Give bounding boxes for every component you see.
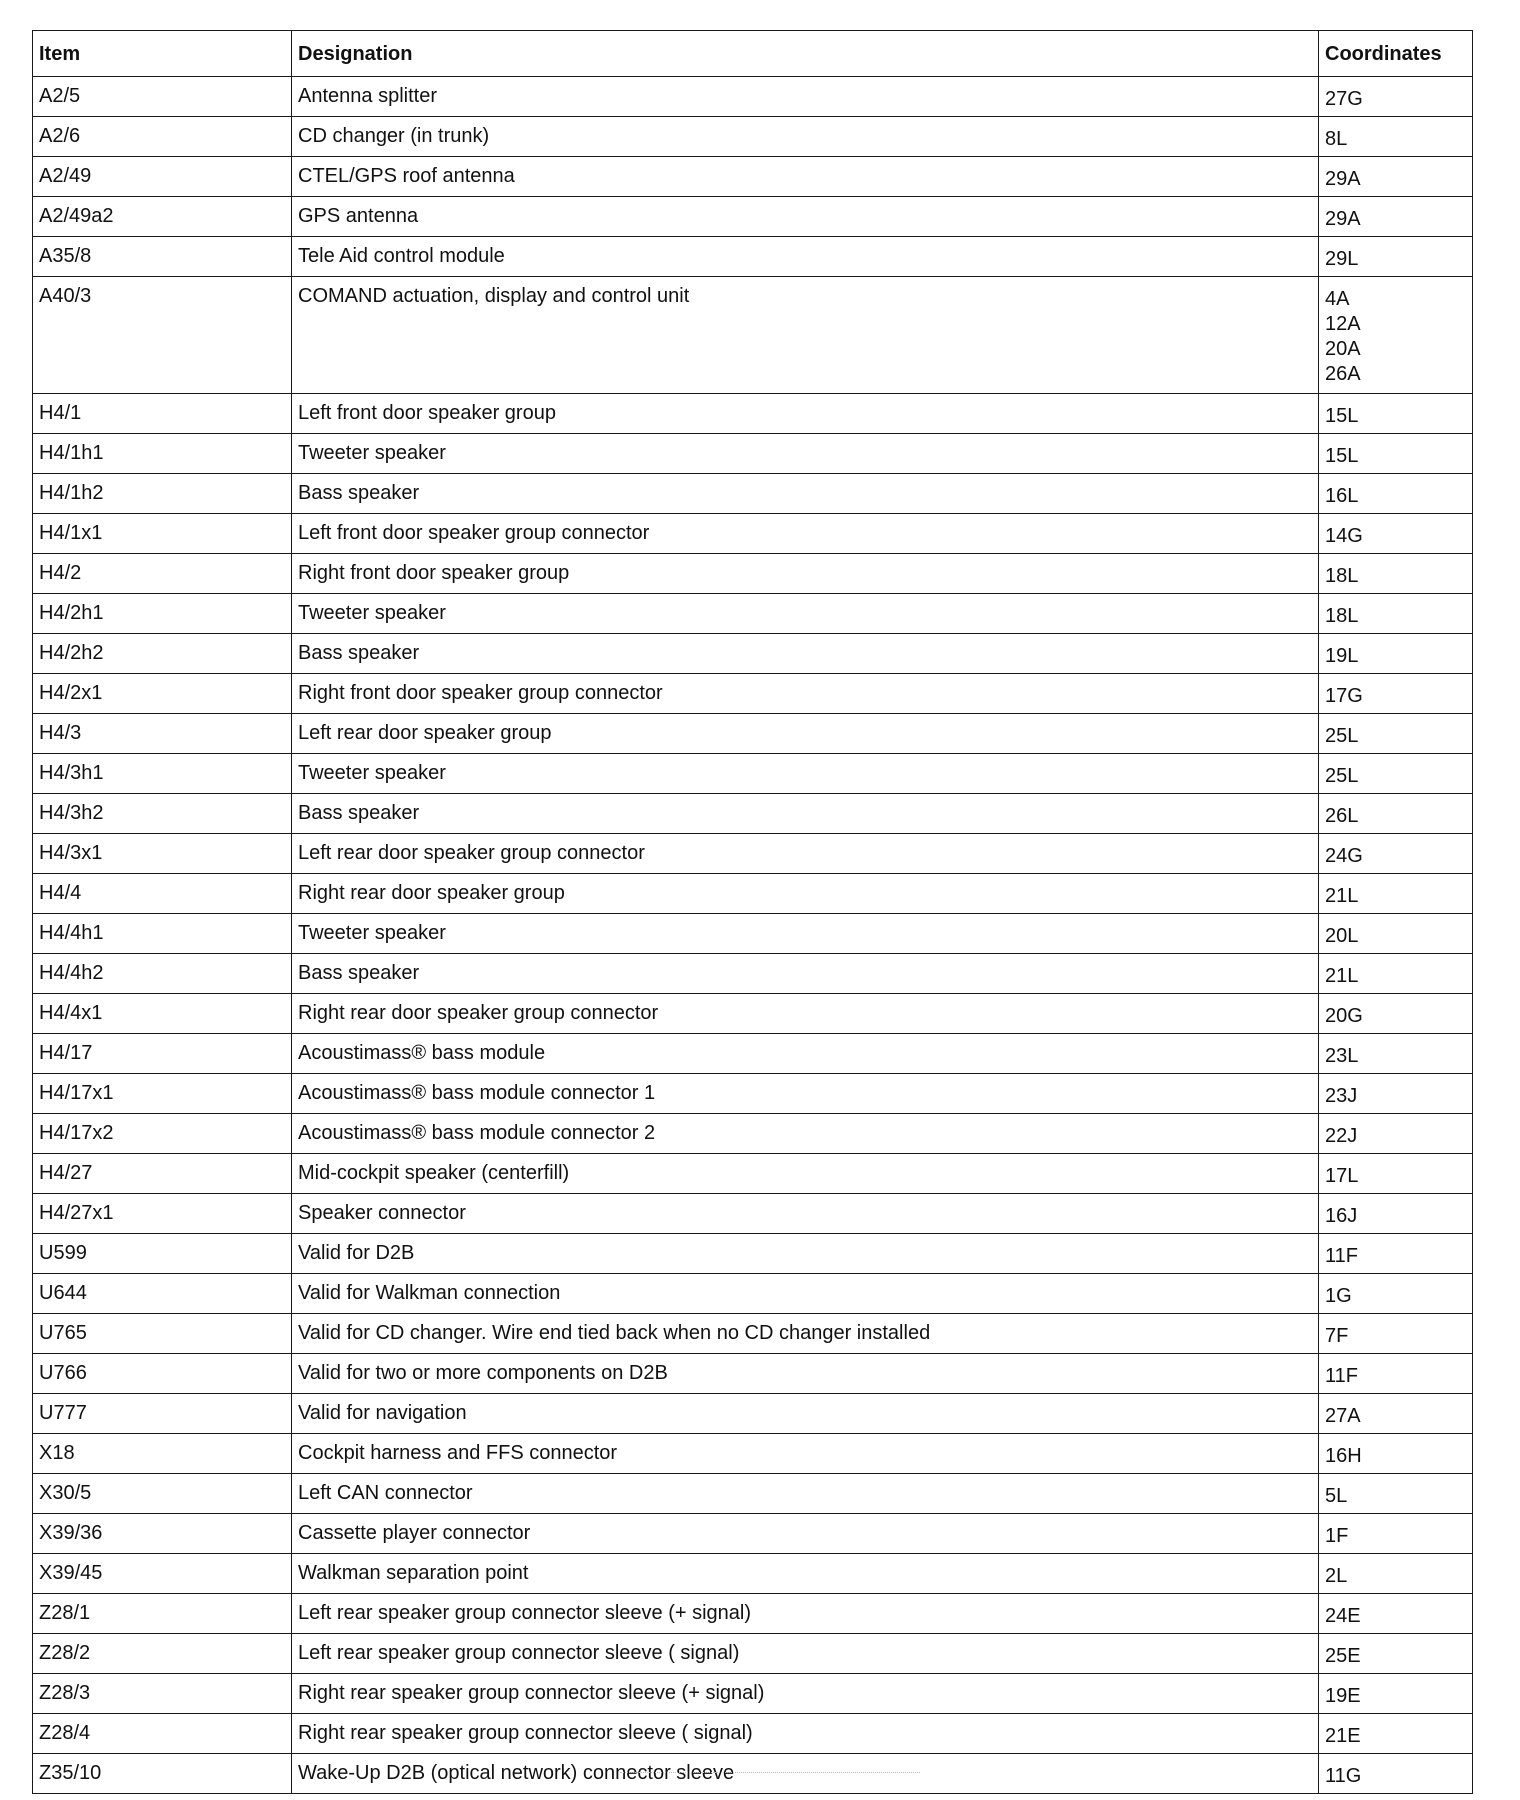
coordinate-value: 23L — [1325, 1045, 1359, 1067]
coordinate-value: 7F — [1325, 1325, 1349, 1347]
item-cell: A2/6 — [33, 117, 292, 157]
coordinate-value: 20A — [1325, 338, 1361, 360]
designation-cell: Cassette player connector — [292, 1514, 1319, 1554]
coordinate-value: 21L — [1325, 885, 1359, 907]
coordinate-value: 2L — [1325, 1565, 1348, 1587]
item-cell: H4/4 — [33, 874, 292, 914]
coordinate-value: 29L — [1325, 248, 1359, 270]
table-row — [33, 594, 1473, 634]
table-header-row — [33, 31, 1473, 77]
designation-cell: CD changer (in trunk) — [292, 117, 1319, 157]
designation-cell: Left front door speaker group connector — [292, 514, 1319, 554]
item-cell: X39/45 — [33, 1554, 292, 1594]
coordinate-value: 18L — [1325, 605, 1359, 627]
designation-cell: Walkman separation point — [292, 1554, 1319, 1594]
item-cell: H4/27x1 — [33, 1194, 292, 1234]
coordinates-cell — [1319, 1754, 1473, 1794]
coordinates-cell — [1319, 554, 1473, 594]
coordinates-cell — [1319, 794, 1473, 834]
coordinates-cell — [1319, 834, 1473, 874]
coordinates-cell — [1319, 117, 1473, 157]
table-row — [33, 1594, 1473, 1634]
coordinate-value: 21L — [1325, 965, 1359, 987]
coordinates-cell — [1319, 237, 1473, 277]
table-row — [33, 994, 1473, 1034]
coordinates-cell — [1319, 634, 1473, 674]
coordinates-cell — [1319, 1434, 1473, 1474]
table-row — [33, 794, 1473, 834]
table-row — [33, 1274, 1473, 1314]
item-cell: H4/1x1 — [33, 514, 292, 554]
coordinates-cell — [1319, 1234, 1473, 1274]
designation-cell: Bass speaker — [292, 474, 1319, 514]
item-cell: U765 — [33, 1314, 292, 1354]
table-body — [33, 77, 1473, 1794]
designation-cell: Right front door speaker group connector — [292, 674, 1319, 714]
item-cell: A2/49 — [33, 157, 292, 197]
coordinates-cell — [1319, 1034, 1473, 1074]
column-header-coordinates: Coordinates — [1319, 31, 1473, 77]
coordinate-value: 5L — [1325, 1485, 1348, 1507]
designation-cell: Wake-Up D2B (optical network) connector sleeve — [292, 1754, 1319, 1794]
coordinate-value: 27A — [1325, 1405, 1361, 1427]
item-cell: H4/2h2 — [33, 634, 292, 674]
designation-cell: Left rear speaker group connector sleeve ( signal) — [292, 1634, 1319, 1674]
item-cell: Z35/10 — [33, 1754, 292, 1794]
table-row — [33, 1474, 1473, 1514]
item-cell: U777 — [33, 1394, 292, 1434]
designation-cell: Antenna splitter — [292, 77, 1319, 117]
item-cell: H4/3x1 — [33, 834, 292, 874]
designation-cell: Tweeter speaker — [292, 594, 1319, 634]
table-row — [33, 237, 1473, 277]
coordinates-cell — [1319, 954, 1473, 994]
designation-cell: Tweeter speaker — [292, 754, 1319, 794]
coordinate-value: 11G — [1325, 1765, 1362, 1787]
item-cell: U644 — [33, 1274, 292, 1314]
coordinates-cell — [1319, 1474, 1473, 1514]
item-cell: Z28/1 — [33, 1594, 292, 1634]
designation-cell: Right rear door speaker group connector — [292, 994, 1319, 1034]
component-legend-table — [32, 30, 1473, 1794]
designation-cell: Speaker connector — [292, 1194, 1319, 1234]
designation-cell: Bass speaker — [292, 954, 1319, 994]
coordinates-cell — [1319, 914, 1473, 954]
designation-cell: Valid for D2B — [292, 1234, 1319, 1274]
table-row — [33, 1554, 1473, 1594]
scan-artifact-divider — [620, 1772, 920, 1775]
coordinates-cell — [1319, 754, 1473, 794]
item-cell: H4/4h2 — [33, 954, 292, 994]
coordinate-value: 19E — [1325, 1685, 1361, 1707]
table-row — [33, 117, 1473, 157]
item-cell: H4/4x1 — [33, 994, 292, 1034]
coordinates-cell — [1319, 714, 1473, 754]
coordinates-cell — [1319, 1554, 1473, 1594]
designation-cell: Left rear door speaker group — [292, 714, 1319, 754]
coordinates-cell — [1319, 1394, 1473, 1434]
item-cell: Z28/4 — [33, 1714, 292, 1754]
coordinates-cell — [1319, 1634, 1473, 1674]
coordinate-value: 12A — [1325, 313, 1361, 335]
item-cell: X39/36 — [33, 1514, 292, 1554]
item-cell: U599 — [33, 1234, 292, 1274]
table-row — [33, 954, 1473, 994]
item-cell: H4/2h1 — [33, 594, 292, 634]
column-header-designation: Designation — [292, 31, 1319, 77]
table-row — [33, 514, 1473, 554]
coordinate-value: 15L — [1325, 445, 1359, 467]
column-header-item: Item — [33, 31, 292, 77]
coordinate-value: 1F — [1325, 1525, 1349, 1547]
designation-cell: Tweeter speaker — [292, 434, 1319, 474]
table-row — [33, 1394, 1473, 1434]
table-row — [33, 874, 1473, 914]
table-row — [33, 1634, 1473, 1674]
coordinate-value: 4A — [1325, 288, 1350, 310]
coordinates-cell — [1319, 1314, 1473, 1354]
coordinates-cell — [1319, 874, 1473, 914]
coordinate-value: 21E — [1325, 1725, 1361, 1747]
item-cell: H4/1 — [33, 394, 292, 434]
coordinate-value: 26A — [1325, 363, 1361, 385]
item-cell: H4/2x1 — [33, 674, 292, 714]
coordinates-cell — [1319, 1674, 1473, 1714]
coordinate-value: 25L — [1325, 765, 1359, 787]
table-row — [33, 834, 1473, 874]
table-row — [33, 474, 1473, 514]
designation-cell: Tweeter speaker — [292, 914, 1319, 954]
coordinate-value: 20L — [1325, 925, 1359, 947]
coordinate-value: 25E — [1325, 1645, 1361, 1667]
coordinate-value: 26L — [1325, 805, 1359, 827]
designation-cell: Left CAN connector — [292, 1474, 1319, 1514]
designation-cell: Valid for two or more components on D2B — [292, 1354, 1319, 1394]
table-row — [33, 714, 1473, 754]
item-cell: H4/1h1 — [33, 434, 292, 474]
coordinate-value: 19L — [1325, 645, 1359, 667]
designation-cell: COMAND actuation, display and control unit — [292, 277, 1319, 394]
item-cell: Z28/3 — [33, 1674, 292, 1714]
designation-cell: Acoustimass® bass module — [292, 1034, 1319, 1074]
coordinates-cell — [1319, 394, 1473, 434]
designation-cell: Valid for Walkman connection — [292, 1274, 1319, 1314]
designation-cell: Left rear speaker group connector sleeve (+ signal) — [292, 1594, 1319, 1634]
table-row — [33, 1314, 1473, 1354]
table-row — [33, 754, 1473, 794]
table-row — [33, 1674, 1473, 1714]
coordinate-value: 29A — [1325, 168, 1361, 190]
item-cell: H4/17 — [33, 1034, 292, 1074]
item-cell: X18 — [33, 1434, 292, 1474]
coordinate-value: 8L — [1325, 128, 1348, 150]
coordinate-value: 17G — [1325, 685, 1363, 707]
coordinate-value: 16L — [1325, 485, 1359, 507]
item-cell: H4/17x1 — [33, 1074, 292, 1114]
table-row — [33, 157, 1473, 197]
designation-cell: Cockpit harness and FFS connector — [292, 1434, 1319, 1474]
designation-cell: Right rear door speaker group — [292, 874, 1319, 914]
coordinates-cell — [1319, 1074, 1473, 1114]
coordinate-value: 18L — [1325, 565, 1359, 587]
table-row — [33, 1034, 1473, 1074]
designation-cell: Acoustimass® bass module connector 1 — [292, 1074, 1319, 1114]
item-cell: A35/8 — [33, 237, 292, 277]
item-cell: H4/17x2 — [33, 1114, 292, 1154]
coordinates-cell — [1319, 1194, 1473, 1234]
table-row — [33, 634, 1473, 674]
designation-cell: Right rear speaker group connector sleeve ( signal) — [292, 1714, 1319, 1754]
coordinate-value: 20G — [1325, 1005, 1363, 1027]
item-cell: H4/3 — [33, 714, 292, 754]
coordinates-cell — [1319, 1154, 1473, 1194]
item-cell: X30/5 — [33, 1474, 292, 1514]
coordinates-cell — [1319, 1514, 1473, 1554]
table-row — [33, 77, 1473, 117]
coordinates-cell — [1319, 157, 1473, 197]
table-row — [33, 914, 1473, 954]
coordinate-value: 11F — [1325, 1245, 1358, 1267]
table-row — [33, 1194, 1473, 1234]
table-row — [33, 1234, 1473, 1274]
designation-cell: CTEL/GPS roof antenna — [292, 157, 1319, 197]
coordinates-cell — [1319, 1274, 1473, 1314]
coordinates-cell — [1319, 474, 1473, 514]
table-row — [33, 1354, 1473, 1394]
designation-cell: Right front door speaker group — [292, 554, 1319, 594]
table-row — [33, 1114, 1473, 1154]
coordinate-value: 1G — [1325, 1285, 1352, 1307]
coordinates-cell — [1319, 674, 1473, 714]
item-cell: H4/4h1 — [33, 914, 292, 954]
table-row — [33, 394, 1473, 434]
item-cell: A2/49a2 — [33, 197, 292, 237]
table-row — [33, 554, 1473, 594]
designation-cell: GPS antenna — [292, 197, 1319, 237]
coordinate-value: 15L — [1325, 405, 1359, 427]
coordinate-value: 14G — [1325, 525, 1363, 547]
item-cell: H4/27 — [33, 1154, 292, 1194]
item-cell: A40/3 — [33, 277, 292, 394]
item-cell: H4/1h2 — [33, 474, 292, 514]
coordinates-cell — [1319, 514, 1473, 554]
designation-cell: Bass speaker — [292, 634, 1319, 674]
coordinates-cell — [1319, 1354, 1473, 1394]
coordinates-cell — [1319, 1114, 1473, 1154]
coordinates-cell — [1319, 1714, 1473, 1754]
designation-cell: Left rear door speaker group connector — [292, 834, 1319, 874]
table-row — [33, 1074, 1473, 1114]
coordinate-value: 24G — [1325, 845, 1363, 867]
coordinate-value: 16J — [1325, 1205, 1358, 1227]
table-row — [33, 434, 1473, 474]
coordinates-cell — [1319, 994, 1473, 1034]
coordinate-value: 17L — [1325, 1165, 1359, 1187]
table-row — [33, 277, 1473, 394]
table-row — [33, 674, 1473, 714]
component-legend-sheet — [32, 30, 1472, 1794]
coordinate-value: 29A — [1325, 208, 1361, 230]
coordinate-value: 11F — [1325, 1365, 1358, 1387]
item-cell: Z28/2 — [33, 1634, 292, 1674]
coordinate-value: 25L — [1325, 725, 1359, 747]
coordinates-cell — [1319, 77, 1473, 117]
coordinate-value: 22J — [1325, 1125, 1358, 1147]
designation-cell: Bass speaker — [292, 794, 1319, 834]
item-cell: U766 — [33, 1354, 292, 1394]
table-row — [33, 1714, 1473, 1754]
item-cell: A2/5 — [33, 77, 292, 117]
designation-cell: Tele Aid control module — [292, 237, 1319, 277]
table-row — [33, 197, 1473, 237]
coordinates-cell — [1319, 277, 1473, 394]
table-row — [33, 1434, 1473, 1474]
designation-cell: Valid for CD changer. Wire end tied back when no CD changer installed — [292, 1314, 1319, 1354]
designation-cell: Acoustimass® bass module connector 2 — [292, 1114, 1319, 1154]
coordinate-value: 16H — [1325, 1445, 1362, 1467]
coordinates-cell — [1319, 594, 1473, 634]
coordinate-value: 23J — [1325, 1085, 1358, 1107]
designation-cell: Valid for navigation — [292, 1394, 1319, 1434]
coordinates-cell — [1319, 197, 1473, 237]
item-cell: H4/3h2 — [33, 794, 292, 834]
coordinates-cell — [1319, 1594, 1473, 1634]
table-row — [33, 1514, 1473, 1554]
table-row — [33, 1154, 1473, 1194]
coordinate-value: 24E — [1325, 1605, 1361, 1627]
designation-cell: Left front door speaker group — [292, 394, 1319, 434]
coordinates-cell — [1319, 434, 1473, 474]
designation-cell: Mid-cockpit speaker (centerfill) — [292, 1154, 1319, 1194]
item-cell: H4/2 — [33, 554, 292, 594]
coordinate-value: 27G — [1325, 88, 1363, 110]
item-cell: H4/3h1 — [33, 754, 292, 794]
designation-cell: Right rear speaker group connector sleeve (+ signal) — [292, 1674, 1319, 1714]
